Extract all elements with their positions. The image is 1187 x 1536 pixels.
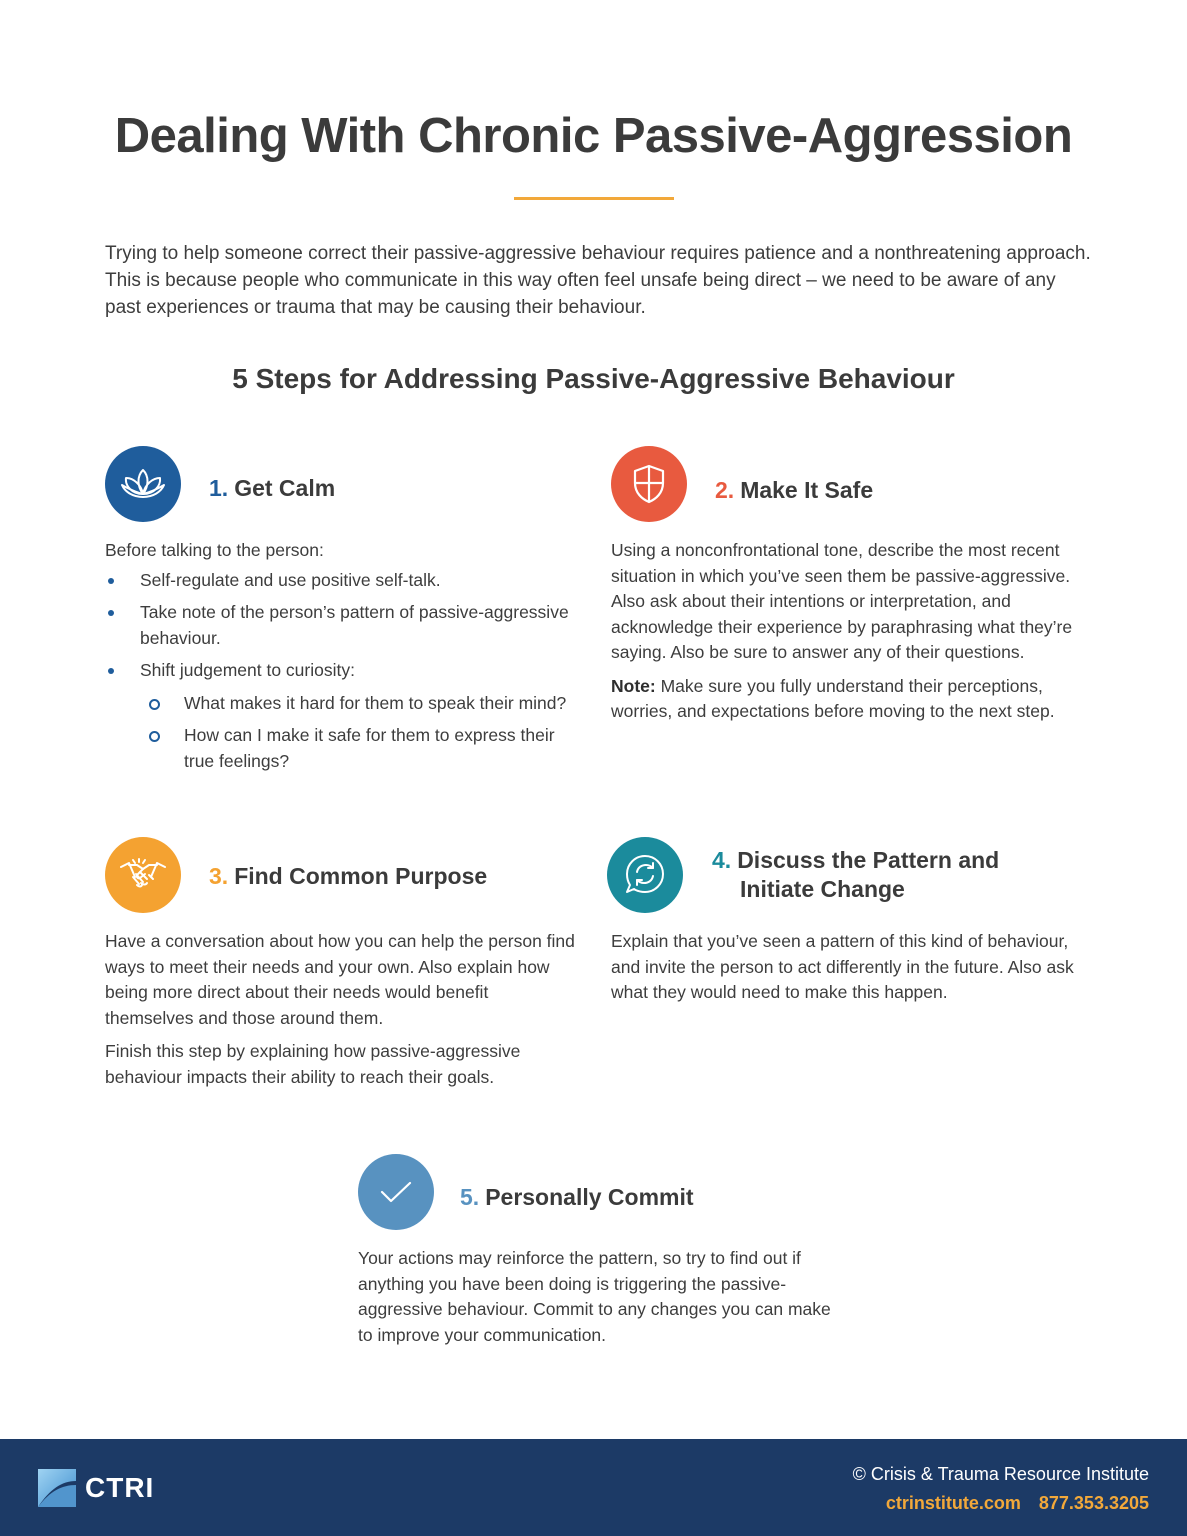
lotus-icon (105, 446, 181, 522)
ctri-logo (38, 1469, 154, 1507)
step-4-title-text: Discuss the Pattern and (737, 847, 1000, 873)
step-2-note (611, 674, 1081, 725)
step-3 (105, 837, 575, 1098)
step-1-sub-list (140, 691, 575, 775)
copyright-text: © Crisis & Trauma Resource Institute (852, 1464, 1149, 1484)
list-item: Self-regulate and use positive self-talk. (105, 568, 575, 594)
step-3-paragraph-2: Finish this step by explaining how passive-aggressive behaviour impacts their ability to reach their goals. (105, 1041, 521, 1087)
step-5 (358, 1154, 838, 1356)
step-1-lead: Before talking to the person: (105, 540, 324, 560)
handshake-icon (105, 837, 181, 913)
logo-text: CTRI (85, 1472, 155, 1503)
step-1-title (209, 474, 335, 503)
step-5-title (460, 1183, 694, 1212)
step-4 (607, 837, 1081, 1014)
step-2-number: 2. (715, 477, 735, 503)
step-5-body (358, 1246, 838, 1348)
note-label: Note: (611, 675, 656, 696)
phone-number[interactable]: 877.353.3205 (1038, 1493, 1149, 1513)
footer (0, 1439, 1187, 1536)
steps-heading: 5 Steps for Addressing Passive-Aggressive Behaviour (232, 363, 955, 394)
list-item (105, 658, 575, 774)
step-1-bullet-list (105, 568, 575, 775)
title-divider (514, 197, 674, 200)
step-1-body (105, 538, 575, 774)
website-link[interactable]: ctrinstitute.com (885, 1493, 1021, 1513)
note-text: Make sure you fully understand their perceptions, worries, and expectations before moving to the next step. (611, 675, 1055, 721)
shield-icon (611, 446, 687, 522)
step-2-body (611, 538, 1081, 725)
step-3-body (105, 929, 575, 1090)
step-5-number: 5. (460, 1184, 480, 1210)
step-4-title-line-2: Initiate Change (740, 876, 905, 902)
step-3-title-text: Find Common Purpose (234, 863, 488, 889)
list-item: Take note of the person’s pattern of passive-aggressive behaviour. (105, 600, 575, 651)
contact-line (853, 1493, 1149, 1514)
list-item-text: Shift judgement to curiosity: (140, 660, 355, 680)
step-2 (611, 446, 1081, 733)
page-title: Dealing With Chronic Passive-Aggression (114, 109, 1073, 163)
checkmark-icon (358, 1154, 434, 1230)
step-1-title-text: Get Calm (234, 475, 336, 501)
step-4-title (712, 846, 999, 904)
ctri-logo-icon (38, 1469, 76, 1507)
step-2-paragraph: Using a nonconfrontational tone, describe the most recent situation in which you’ve seen them be passive-aggressive. Also ask about their intentions or interpretation, and acknowledge their experience by paraphrasing what they’re saying. Also be sure to answer any of their questions. (611, 540, 1073, 662)
step-4-body (607, 929, 1081, 1006)
step-4-paragraph: Explain that you’ve seen a pattern of this kind of behaviour, and invite the person to act differently in the future. Also ask what they would need to make this happen. (611, 931, 1074, 1002)
step-3-paragraph-1: Have a conversation about how you can help the person find ways to meet their needs and your own. Also explain how being more direct about their needs would benefit themselves and those around them. (105, 931, 575, 1028)
step-1 (105, 446, 575, 781)
intro-paragraph: Trying to help someone correct their passive-aggressive behaviour requires patience and a nonthreatening approach. This is because people who communicate in this way often feel unsafe being direct – we need to be aware of any past experiences or trauma that may be causing their behaviour. (105, 243, 1091, 318)
step-4-title-line-1 (712, 846, 999, 875)
step-1-number: 1. (209, 475, 229, 501)
step-2-title (715, 476, 873, 505)
step-4-number: 4. (712, 847, 732, 873)
refresh-chat-icon (607, 837, 683, 913)
step-5-paragraph: Your actions may reinforce the pattern, so try to find out if anything you have been doing is triggering the passive-aggressive behaviour. Commit to any changes you can make to improve your communication. (358, 1248, 831, 1345)
step-3-title (209, 862, 487, 891)
footer-contact-block (853, 1462, 1149, 1514)
step-5-title-text: Personally Commit (485, 1184, 694, 1210)
step-3-number: 3. (209, 863, 229, 889)
sub-list-item: How can I make it safe for them to express their true feelings? (140, 723, 575, 774)
sub-list-item: What makes it hard for them to speak their mind? (140, 691, 575, 717)
step-2-title-text: Make It Safe (740, 477, 874, 503)
